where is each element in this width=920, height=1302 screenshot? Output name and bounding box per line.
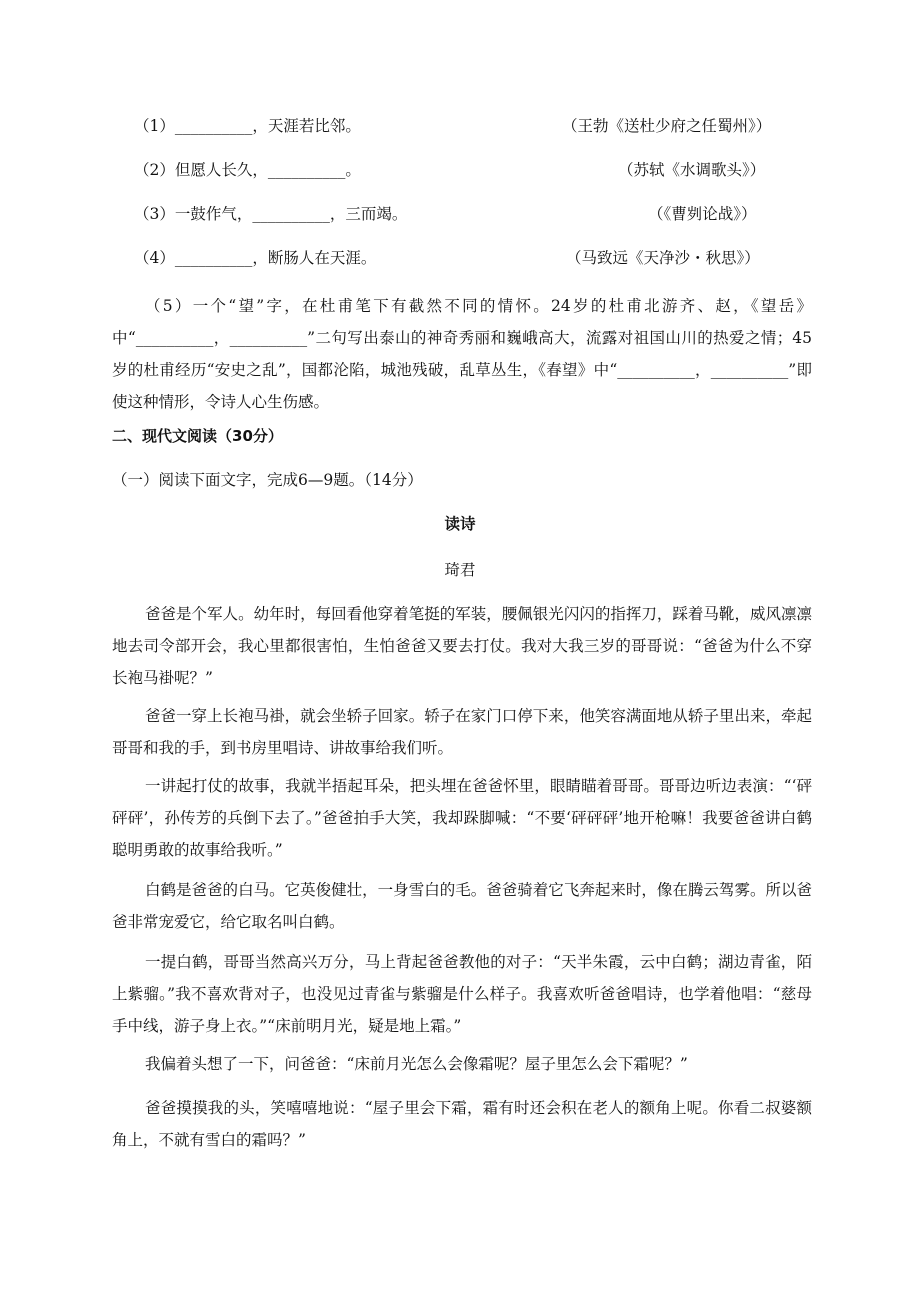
article-paragraph-1: 爸爸是个军人。幼年时，每回看他穿着笔挺的军装，腰佩银光闪闪的指挥刀，踩着马靴，威风凛凛地去司令部开会，我心里都很害怕，生怕爸爸又要去打仗。我对大我三岁的哥哥说：“爸爸为什么不穿长袍马褂呢？”	[112, 605, 812, 687]
fill-blank-3-source: （《曹刿论战》）	[648, 205, 757, 223]
article-paragraph-2: 爸爸一穿上长袍马褂，就会坐轿子回家。轿子在家门口停下来，他笑容满面地从轿子里出来，牵起哥哥和我的手，到书房里唱诗、讲故事给我们听。	[112, 707, 812, 757]
subsection-instruction: （一）阅读下面文字，完成6—9题。（14分）	[112, 471, 423, 489]
fill-blank-4-text: （4）__________，断肠人在天涯。	[134, 249, 377, 267]
article-paragraph-4: 白鹤是爸爸的白马。它英俊健壮，一身雪白的毛。爸爸骑着它飞奔起来时，像在腾云驾雾。所以爸爸非常宠爱它，给它取名叫白鹤。	[112, 881, 812, 931]
article-paragraph-6: 我偏着头想了一下，问爸爸：“床前月光怎么会像霜呢？屋子里怎么会下霜呢？”	[145, 1055, 688, 1073]
article-paragraph-5: 一提白鹤，哥哥当然高兴万分，马上背起爸爸教他的对子：“天半朱霞，云中白鹤；湖边青雀，陌上紫骝。”我不喜欢背对子，也没见过青雀与紫骝是什么样子。我喜欢听爸爸唱诗，也学着他唱：“慈母手中线，游子身上衣。”“床前明月光，疑是地上霜。”	[112, 953, 812, 1035]
section-title: 二、现代文阅读（30分）	[112, 427, 283, 445]
fill-blank-1	[134, 114, 800, 138]
article-title: 读诗	[444, 514, 476, 533]
fill-blank-4	[134, 246, 800, 270]
fill-blank-2	[134, 158, 800, 182]
fill-blank-2-text: （2）但愿人长久，__________。	[134, 161, 361, 179]
fill-blank-1-text: （1）__________，天涯若比邻。	[134, 117, 361, 135]
article-paragraph-3: 一讲起打仗的故事，我就半捂起耳朵，把头埋在爸爸怀里，眼睛瞄着哥哥。哥哥边听边表演：“‘砰砰砰’，孙传芳的兵倒下去了。”爸爸拍手大笑，我却跺脚喊：“不要‘砰砰砰’地开枪嘛！我要爸爸讲白鹤聪明勇敢的故事给我听。”	[112, 777, 812, 859]
fill-blank-1-source: （王勃《送杜少府之任蜀州》）	[562, 117, 772, 135]
fill-blank-3-text: （3）一鼓作气，__________，三而竭。	[134, 205, 408, 223]
article-paragraph-7: 爸爸摸摸我的头，笑嘻嘻地说：“屋子里会下霜，霜有时还会积在老人的额角上呢。你看二叔婆额角上，不就有雪白的霜吗？”	[112, 1099, 812, 1149]
fill-blank-2-source: （苏轼《水调歌头》）	[618, 161, 766, 179]
question-5: （5）一个“望”字，在杜甫笔下有截然不同的情怀。24岁的杜甫北游齐、赵，《望岳》中“__________，__________”二句写出泰山的神奇秀丽和巍峨高大，流露对祖国山川的热爱之情；45岁的杜甫经历“安史之乱”，国都沦陷，城池残破，乱草丛生，《春望》中“__________，__________”即使这种情形，令诗人心生伤感。	[112, 297, 812, 411]
fill-blank-4-source: （马致远《天净沙・秋思》）	[566, 249, 760, 267]
article-author: 琦君	[444, 561, 476, 579]
fill-blank-3	[134, 202, 800, 226]
